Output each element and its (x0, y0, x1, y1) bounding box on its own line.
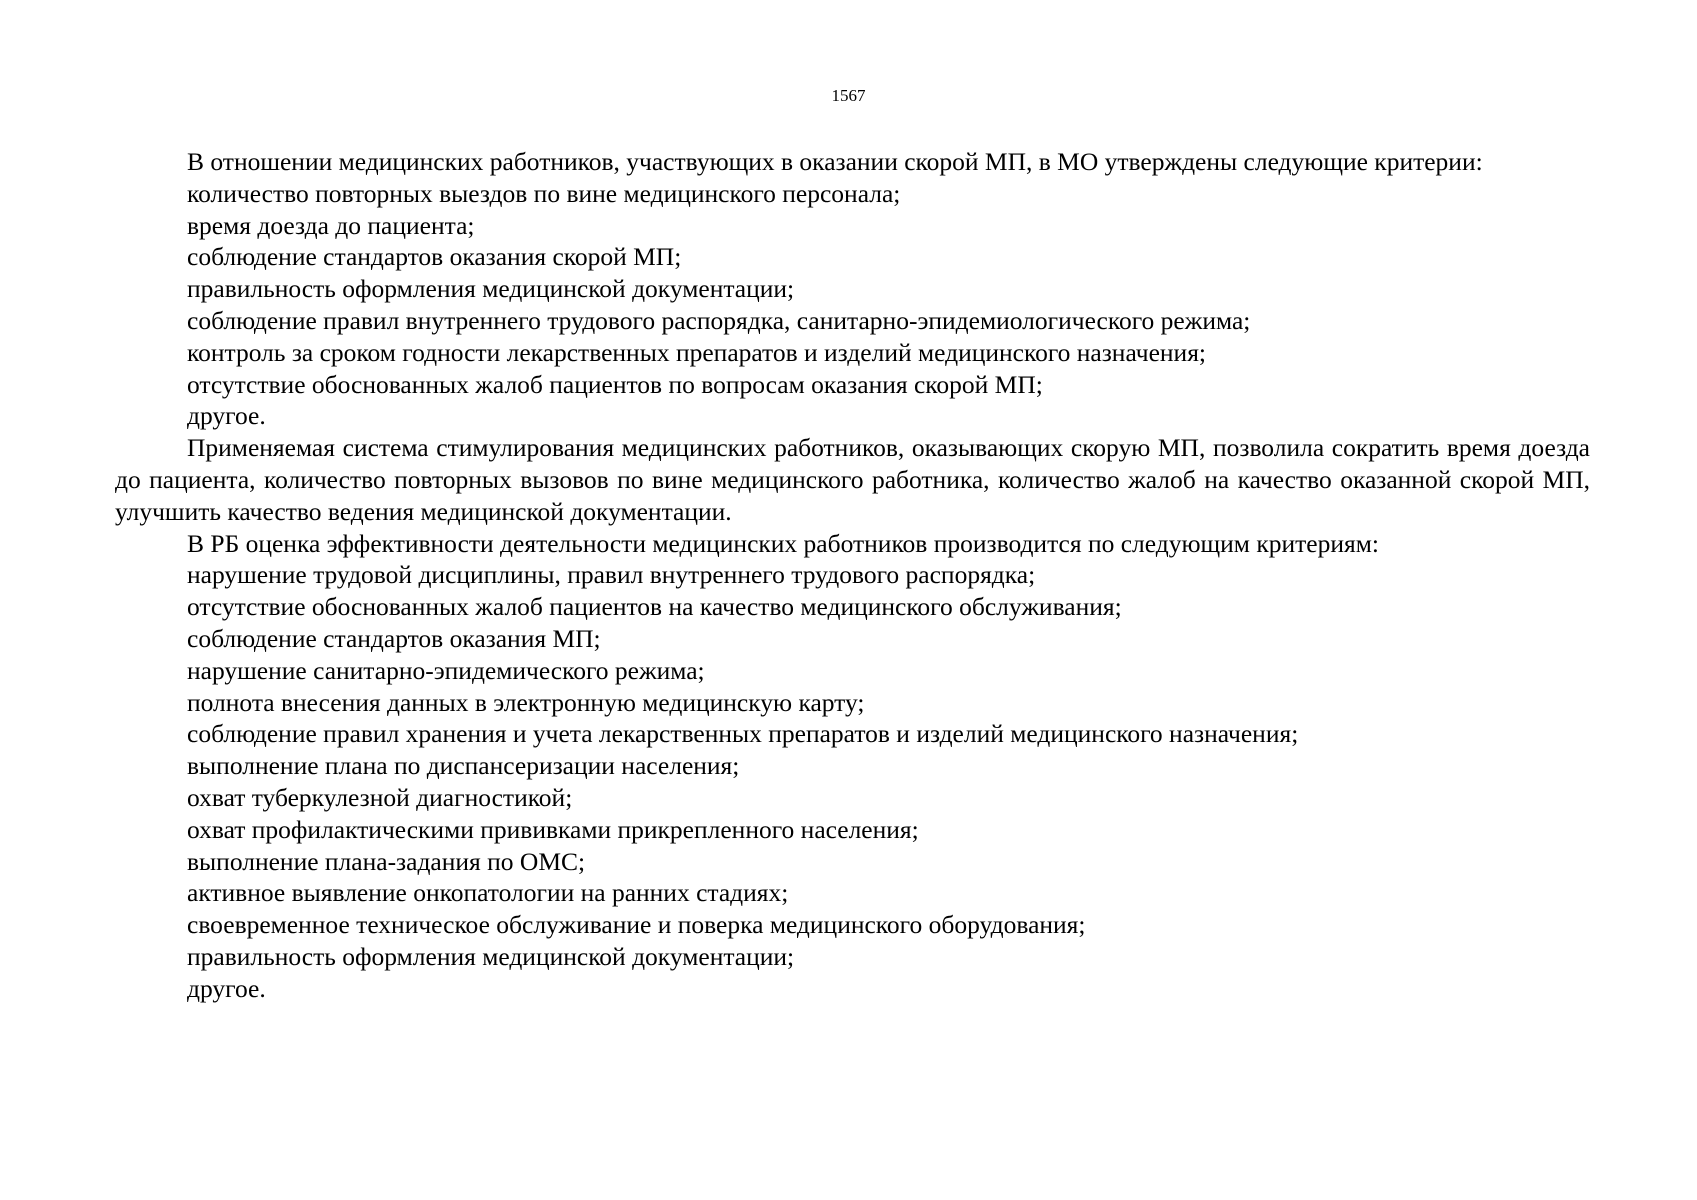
list-item: соблюдение правил хранения и учета лекарственных препаратов и изделий медицинского назначения; (187, 719, 1299, 749)
section2-intro: В РБ оценка эффективности деятельности медицинских работников производится по следующим критериям: (187, 528, 1379, 558)
list-item: выполнение плана-задания по ОМС; (187, 846, 586, 876)
section1-intro: В отношении медицинских работников, участвующих в оказании скорой МП, в МО утверждены следующие критерии: (187, 147, 1483, 176)
list-item: количество повторных выездов по вине медицинского персонала; (187, 178, 901, 208)
list-item: соблюдение стандартов оказания МП; (187, 623, 601, 653)
page-number: 1567 (831, 86, 866, 105)
list-item: выполнение плана по диспансеризации населения; (187, 751, 740, 781)
list-item: отсутствие обоснованных жалоб пациентов по вопросам оказания скорой МП; (187, 369, 1043, 399)
list-item: другое. (187, 401, 266, 431)
list-item: охват профилактическими прививками прикрепленного населения; (187, 814, 919, 844)
section2-criteria-list (115, 559, 1590, 1004)
list-item: правильность оформления медицинской документации; (187, 274, 795, 304)
list-item: своевременное техническое обслуживание и поверка медицинского оборудования; (187, 910, 1086, 940)
list-item: соблюдение стандартов оказания скорой МП; (187, 242, 682, 272)
list-item: нарушение трудовой дисциплины, правил внутреннего трудового распорядка; (187, 560, 1036, 590)
list-item: время доезда до пациента; (187, 210, 475, 240)
list-item: активное выявление онкопатологии на ранних стадиях; (187, 878, 789, 908)
list-item: нарушение санитарно-эпидемического режима; (187, 655, 705, 685)
list-item: контроль за сроком годности лекарственных препаратов и изделий медицинского назначения; (187, 337, 1207, 367)
document-body (115, 146, 1590, 1005)
list-item: полнота внесения данных в электронную медицинскую карту; (187, 687, 865, 717)
section1-conclusion: Применяемая система стимулирования медицинских работников, оказывающих скорую МП, позволила сократить время доезда до пациента, количество повторных вызовов по вине медицинского работника, количество жалоб на качество оказанной скорой МП, улучшить качество ведения медицинской документации. (115, 433, 1590, 526)
section1-criteria-list (115, 178, 1590, 432)
list-item: правильность оформления медицинской документации; (187, 941, 795, 971)
list-item: отсутствие обоснованных жалоб пациентов на качество медицинского обслуживания; (187, 592, 1122, 622)
list-item: охват туберкулезной диагностикой; (187, 782, 573, 812)
list-item: другое. (187, 973, 266, 1003)
list-item: соблюдение правил внутреннего трудового распорядка, санитарно-эпидемиологического режима; (187, 305, 1251, 335)
